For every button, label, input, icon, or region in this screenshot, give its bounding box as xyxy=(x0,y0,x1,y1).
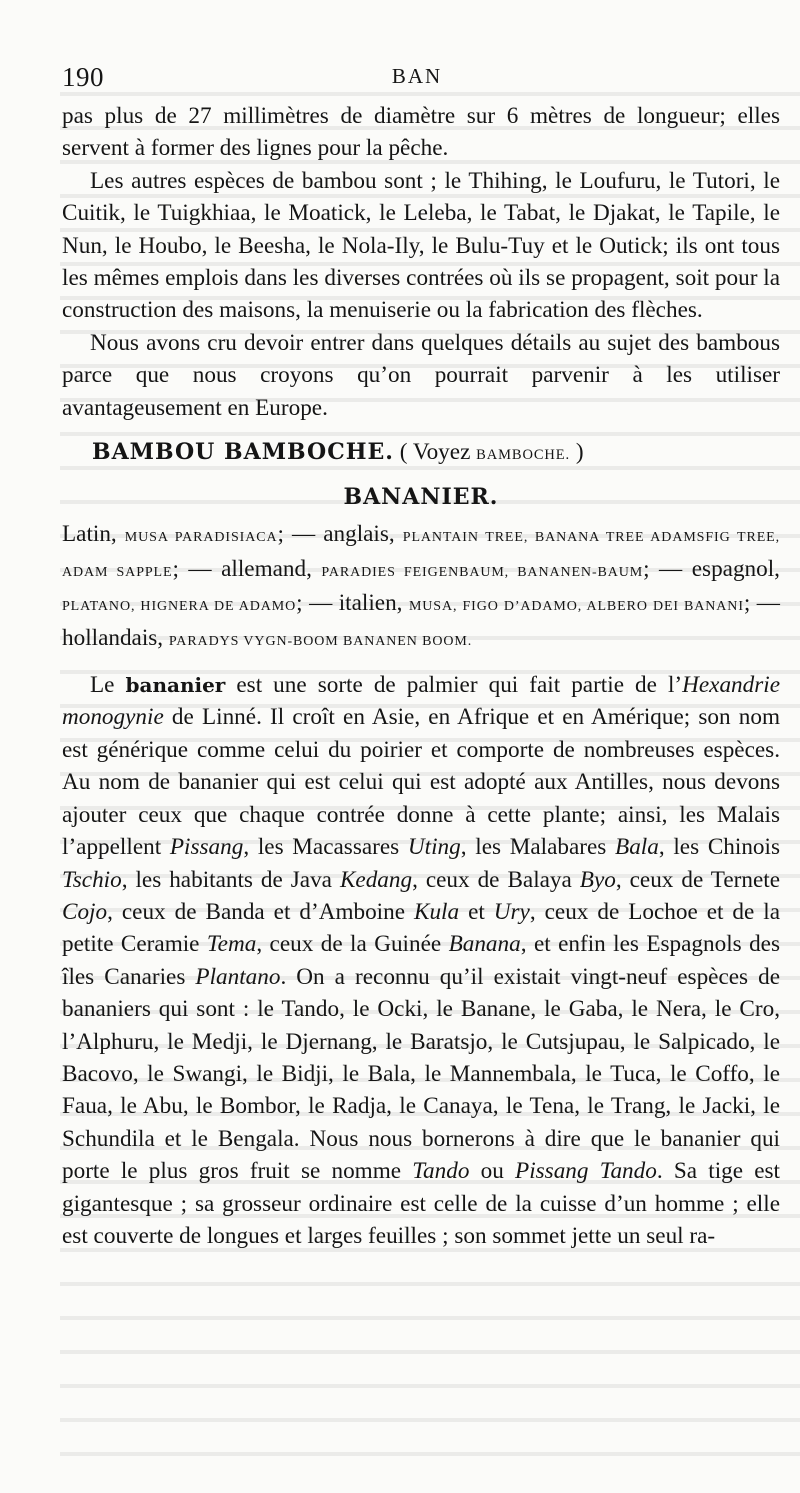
italic-term: Kula xyxy=(413,898,460,925)
synonym-separator: ; — espagnol, xyxy=(643,555,780,582)
synonym-separator: ; — allemand, xyxy=(172,555,322,582)
text-run: , les Malabares xyxy=(460,834,616,861)
synonym-separator: ; — italien, xyxy=(296,590,409,617)
synonym-label-latin: Latin, xyxy=(62,521,125,548)
synonym-separator: ; — hollandais, xyxy=(62,590,780,651)
italic-term: Cojo xyxy=(62,898,108,925)
synonym-italian: MUSA, FIGO D’ADAMO, ALBERO DEI BANANI xyxy=(408,599,744,615)
paragraph-continuation: pas plus de 27 millimètres de diamètre sur 6 mètres de longueur; elles servent à former des lignes pour la pêche. xyxy=(62,103,780,162)
main-text xyxy=(62,100,780,1252)
synonym-dutch: PARADYS VYGN-BOOM BANANEN BOOM. xyxy=(168,633,473,649)
italic-term: Tando xyxy=(412,1158,470,1185)
text-run: . On a reconnu qu’il existait vingt-neuf espèces de bananiers qui sont : le Tando, le Ocki, le Banane, le Gaba, le Nera, le Cro, l’Alphuru, le Medji, le Djernang, le Baratsjo, le Cutsjupau, le Salpicado, le Bacovo, le Swangi, le Bidji, le Bala, le Mannembala, le Tuca, le Coffo, le Faua, le Abu, le Bombor, le Radja, le Canaya, le Tena, le Trang, le Jacki, le Schundila et le Bengala. Nous nous bornerons à dire que le bananier qui porte le plus gros fruit se nomme xyxy=(62,963,780,1185)
running-head: BAN xyxy=(391,64,443,88)
text-run: . Sa tige est gigantesque ; sa grosseur ordinaire est celle de la cuisse d’un homme ; elle est couverte de longues et larges feuilles ; son sommet jette un seul ra- xyxy=(62,1158,781,1249)
spacer xyxy=(62,657,780,669)
synonym-spanish: PLATANO, HIGNERA DE ADAMO xyxy=(62,599,297,615)
synonyms-paragraph xyxy=(62,519,780,657)
entry-title: BANANIER. xyxy=(343,484,499,511)
text-run: de Linné. Il croît en Asie, en Afrique et en Amérique; son nom est générique comme celui du poirier et comporte de nombreuses espèces. Au nom de bananier qui est celui qui est adopté aux Antilles, nous devons ajouter ceux que chaque contrée donne à cette plante; ainsi, les Malais l’appellent xyxy=(62,704,780,861)
synonym-english: PLANTAIN TREE, BANANA TREE ADAMSFIG TREE, ADAM SAPPLE xyxy=(62,530,781,580)
paragraph-bananier-description xyxy=(62,669,780,1252)
text-run: , et enfin les Espagnols des îles Canaries xyxy=(62,931,780,990)
italic-term: Bala xyxy=(615,834,659,861)
text-run: , les Chinois xyxy=(658,834,780,861)
keyword-bananier: bananier xyxy=(125,673,226,698)
text-run: , les habitants de Java xyxy=(121,866,340,893)
italic-term: Tema xyxy=(206,931,257,958)
text-run: , ceux de Lochoe et de la petite Ceramie xyxy=(62,898,781,958)
cross-reference-open: ( Voyez xyxy=(399,439,477,466)
paragraph-bamboo-species: Les autres espèces de bambou sont ; le Thihing, le Loufuru, le Tutori, le Cuitik, le Tuigkhiaa, le Moatick, le Leleba, le Tabat, le Djakat, le Tapile, le Nun, le Houbo, le Beesha, le Nola-Ily, le Bulu-Tuy et le Outick; ils ont tous les mêmes emplois dans les diverses contrées où ils se propagent, soit pour la construction des maisons, la menuiserie ou la fabrication des flèches. xyxy=(62,167,780,324)
synonym-german: PARADIES FEIGENBAUM, BANANEN-BAUM xyxy=(321,564,644,580)
entry-bananier-heading xyxy=(62,481,780,513)
text-run: Le xyxy=(90,672,126,699)
cross-reference-close: ) xyxy=(570,439,584,466)
text-run: ou xyxy=(469,1158,516,1185)
entry-bambou-bamboche xyxy=(92,436,780,471)
italic-term: Byo xyxy=(579,866,616,893)
synonym-latin: MUSA PARADISIACA xyxy=(124,530,278,546)
entry-title: BAMBOU BAMBOCHE. xyxy=(92,439,394,466)
synonym-separator: ; — anglais, xyxy=(277,521,403,548)
italic-term: Uting xyxy=(407,834,461,861)
text-run: , les Macassares xyxy=(243,834,408,861)
page-number: 190 xyxy=(62,62,104,92)
italic-term: Ury xyxy=(493,898,530,925)
text-run: , ceux de Banda et d’Amboine xyxy=(107,898,414,925)
italic-term: Plantano xyxy=(195,963,281,990)
italic-term: Hexandrie monogynie xyxy=(62,672,780,731)
text-run: , ceux de Balaya xyxy=(412,866,580,893)
italic-term: Pissang Tando xyxy=(515,1158,657,1185)
cross-reference-term: BAMBOCHE. xyxy=(476,447,571,464)
text-run: , ceux de Ternete xyxy=(615,866,780,893)
text-run: est une sorte de palmier qui fait partie de l’ xyxy=(225,672,683,699)
text-run: , ceux de la Guinée xyxy=(256,931,449,958)
italic-term: Pissang xyxy=(169,834,244,861)
paragraph-bamboo-conclusion: Nous avons cru devoir entrer dans quelques détails au sujet des bambous parce que nous croyons qu’on pourrait parvenir à les utiliser avantageusement en Europe. xyxy=(62,329,780,421)
italic-term: Kedang xyxy=(339,866,413,893)
text-run: et xyxy=(459,898,494,925)
page-header xyxy=(62,62,772,96)
italic-term: Tschio xyxy=(62,866,122,893)
italic-term: Banana xyxy=(448,931,521,958)
